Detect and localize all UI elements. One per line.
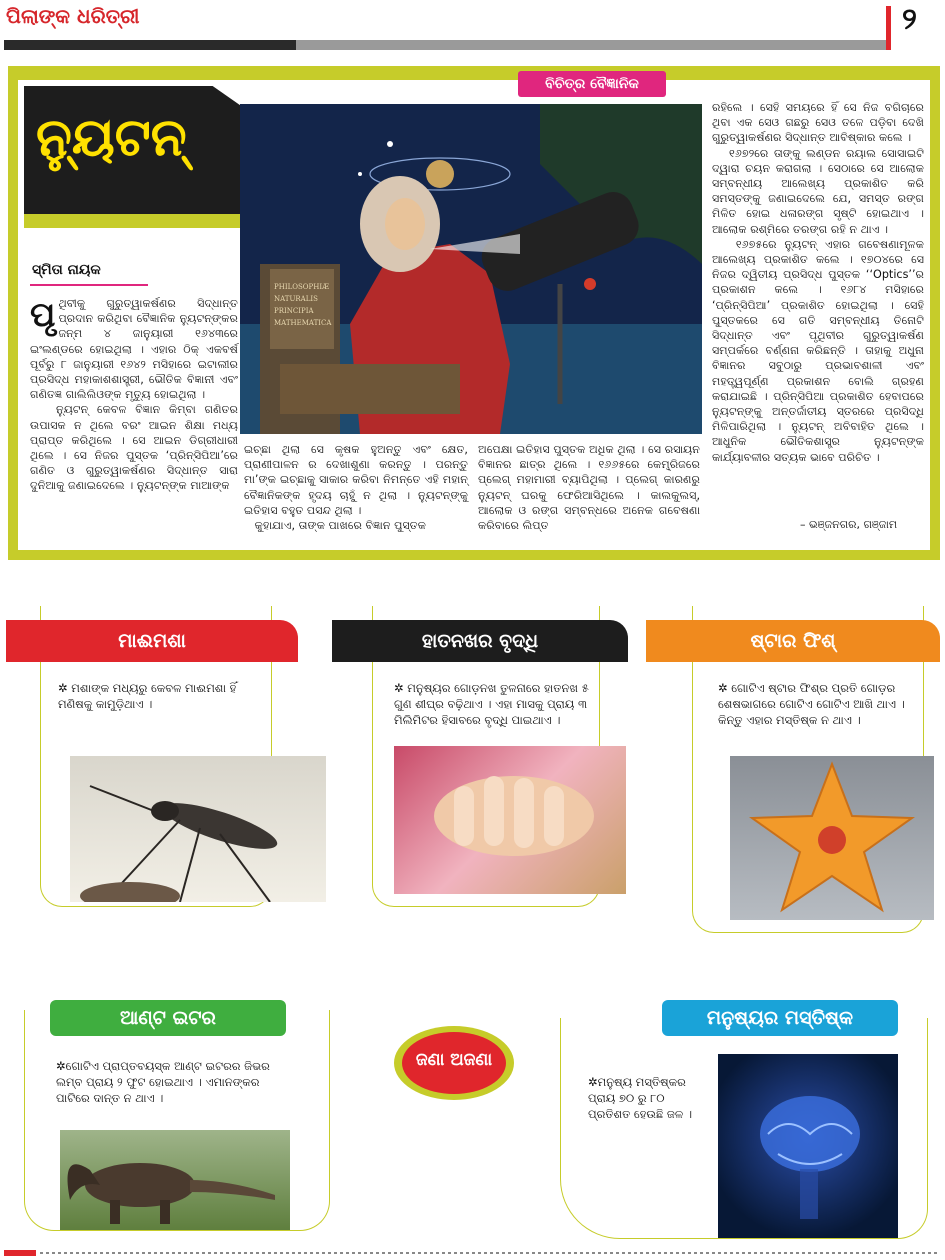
- anteater-icon: [60, 1130, 290, 1230]
- author-underline: [30, 284, 148, 286]
- newton-illustration: [240, 104, 702, 434]
- title-underbar: [24, 214, 244, 228]
- fact-text-anteater: ✲ଗୋଟିଏ ପ୍ରାପ୍ତବୟସ୍କ ଆଣ୍ଟ ଇଟରର ଜିଭର ଲମ୍ବ ପ୍ରାୟ ୨ ଫୁଟ ହୋଇଥାଏ । ଏମାନଙ୍କର ପାଟିରେ ଦାନ୍ତ ନ ଥାଏ ।: [56, 1059, 270, 1105]
- column-2-paragraph-1: ଇଚ୍ଛା ଥିଲା ସେ କୃଷକ ହୁଅନ୍ତୁ ଏବଂ କ୍ଷେତ, ପ୍ରାଣୀପାଳନ ର ଦେଖାଶୁଣା କରନ୍ତୁ । ପରନ୍ତୁ ମା’ଙ୍କ ଇଚ୍ଛାକୁ ସାକାର କରିବା ନିମନ୍ତେ ଏହି ମହାନ୍ ବୈଜ୍ଞାନିକଙ୍କ ହୃଦୟ ଚାହୁଁ ନ ଥିଲା । ନ୍ୟୁଟନ୍‌ଙ୍କୁ ଇତିହାସ ବହୁତ ପସନ୍ଦ ଥିଲା ।: [244, 443, 468, 517]
- hands-icon: [394, 746, 626, 894]
- mosquito-icon: [70, 756, 326, 902]
- column-4-paragraph-2: ୧୬୭୨ରେ ତାଙ୍କୁ ଲଣ୍ଡନ ରୟାଲ ସୋସାଇଟି ଦ୍ୱାରା ଚୟନ କରାଗଲା । ସେଠାରେ ସେ ଆଲୋକ ସମ୍ବନ୍ଧୀୟ ଆଲେଖ୍ୟ ପ୍ରକାଶିତ କରି ସମସ୍ତଙ୍କୁ ଜଣାଇଦେଲେ ଯେ, ସମସ୍ତ ରଙ୍ଗ ମିଳିତ ହୋଇ ଧଳାରଙ୍ଗ ସୃଷ୍ଟି ହୋଇଥାଏ । ଆଲୋକ ରଶ୍ମିରେ ତରଙ୍ଗ ରହି ନ ଥାଏ ।: [712, 146, 925, 236]
- book-spine-line-4: MATHEMATICA: [274, 319, 332, 327]
- center-badge-text: ଜଣା ଅଜଣା: [415, 1050, 493, 1070]
- book-spine-line-3: PRINCIPIA: [274, 307, 314, 315]
- drop-cap: ପୃ: [30, 295, 56, 335]
- fact-text-starfish: ✲ ଗୋଟିଏ ଷ୍ଟାର ଫିଶ୍‌ର ପ୍ରତି ଗୋଡ଼ର ଶେଷଭାଗରେ ଗୋଟିଏ ଗୋଟିଏ ଆଖି ଥାଏ । କିନ୍ତୁ ଏହାର ମସ୍ତିଷ୍କ ନ ଥାଏ ।: [718, 681, 905, 727]
- newton-illustration-art: [240, 104, 702, 434]
- article-column-4: [712, 100, 924, 514]
- fact-text-brain: ✲ମନୁଷ୍ୟ ମସ୍ତିଷ୍କର ପ୍ରାୟ ୭୦ ରୁ ୮୦ ପ୍ରତିଶତ ହେଉଛି ଜଳ ।: [588, 1075, 693, 1121]
- footer-rule: [40, 1252, 940, 1254]
- fact-title-brain: ମନୁଷ୍ୟର ମସ୍ତିଷ୍କ: [662, 1000, 898, 1036]
- large-book: [280, 364, 460, 414]
- star-icon: [358, 172, 362, 176]
- masthead: [6, 4, 156, 38]
- header-bar-grey: [296, 40, 888, 50]
- book-spine: [270, 269, 334, 349]
- page-number: ୨: [902, 2, 917, 37]
- column-2-paragraph-2: କୁହାଯାଏ, ତାଙ୍କ ପାଖରେ ବିଜ୍ଞାନ ପୁସ୍ତକ: [254, 519, 427, 533]
- header-accent: [886, 6, 891, 50]
- footer-accent: [4, 1250, 36, 1256]
- fact-title-anteater: ଆଣ୍ଟ ଇଟର: [50, 1000, 286, 1036]
- face: [385, 198, 425, 250]
- column-1-paragraph-1: ଥିବୀକୁ ଗୁରୁତ୍ୱାକର୍ଷଣର ସିଦ୍ଧାନ୍ତ ପ୍ରଦାନ କରିଥିବା ବୈଜ୍ଞାନିକ ନ୍ୟୁଟନ୍‌ଙ୍କର ଜନ୍ମ ୪ ଜାନୁୟାରୀ ୧୬୪୩ରେ ଇଂଲଣ୍ଡରେ ହୋଇଥିଲା । ଏହାର ଠିକ୍ ଏକବର୍ଷ ପୂର୍ବରୁ ୮ ଜାନୁୟାରୀ ୧୬୪୨ ମସିହାରେ ଇଟାଲୀର ପ୍ରସିଦ୍ଧ ମହାକାଶଶାସ୍ତ୍ରୀ, ଭୌତିକ ବିଜ୍ଞାନୀ ଏବଂ ଗଣିତଜ୍ଞ ଗାଲିଲିଓଙ୍କ ମୃତ୍ୟୁ ହୋଇଥିଲା ।: [30, 297, 238, 402]
- fact-title-mosquito: ମାଈମଶା: [6, 620, 298, 662]
- section-tag: ବିଚିତ୍ର ବୈଜ୍ଞାନିକ: [518, 71, 666, 97]
- column-1-paragraph-2: ନ୍ୟୁଟନ୍ କେବଳ ବିଜ୍ଞାନ କିମ୍ବା ଗଣିତର ଉପାସକ ନ ଥିଲେ ବରଂ ଆଇନ ଶିକ୍ଷା ମଧ୍ୟ ପ୍ରାପ୍ତ କରିଥିଲେ । ସେ ଆଇନ ଡିଗ୍ରୀଧାରୀ ଥିଲେ । ସେ ନିଜର ପୁସ୍ତକ ‘ପ୍ରିନ୍ସିପିଆ’ରେ ଗଣିତ ଓ ଗୁରୁତ୍ୱାକର୍ଷଣର ସିଦ୍ଧାନ୍ତ ସାରା ଦୁନିଆକୁ ଜଣାଇଦେଲେ । ନ୍ୟୁଟନ୍‌ଙ୍କ ମାଆଙ୍କ: [30, 403, 238, 493]
- starfish-photo: [730, 756, 934, 920]
- brain-icon: [718, 1054, 898, 1238]
- starfish-icon: [730, 756, 934, 920]
- planet-icon: [426, 160, 454, 188]
- article-column-3: [478, 442, 700, 538]
- masthead-title: ପିଲାଙ୍କ ଧରିତ୍ରୀ: [6, 4, 140, 28]
- header-bar-dark: [4, 40, 296, 50]
- article-column-1: [30, 296, 238, 534]
- fact-title-nails: ହାତନଖର ବୃଦ୍ଧି: [332, 620, 628, 662]
- fact-title-starfish: ଷ୍ଟାର ଫିଶ୍: [646, 620, 940, 662]
- article-column-2: [244, 442, 468, 538]
- feature-title: ନ୍ୟୁଟନ୍: [36, 108, 187, 168]
- star-icon: [387, 141, 393, 147]
- book-spine-line-2: NATURALIS: [274, 295, 318, 303]
- fact-text-nails: ✲ ମନୁଷ୍ୟର ଗୋଡ଼ନଖ ତୁଳନାରେ ହାତନଖ ୫ ଗୁଣ ଶୀଘ୍ର ବଢ଼ିଥାଏ । ଏହା ମାସକୁ ପ୍ରାୟ ୩ ମିଲିମିଟର ହିସାବରେ ବୃଦ୍ଧି ପାଇଥାଏ ।: [394, 681, 589, 727]
- hands-photo: [394, 746, 626, 894]
- book-spine-line-1: PHILOSOPHIÆ: [274, 283, 330, 291]
- mosquito-photo: [70, 756, 326, 902]
- column-4-paragraph-1: ରହିଲେ । ସେହି ସମୟରେ ହିଁ ସେ ନିଜ ବଗିଚାରେ ଥିବା ଏକ ସେଓ ଗଛରୁ ସେଓ ତଳେ ପଡ଼ିବା ଦେଖି ଗୁରୁତ୍ୱାକର୍ଷଣର ସିଦ୍ଧାନ୍ତ ଆବିଷ୍କାର କଲେ ।: [712, 101, 924, 145]
- fact-text-mosquito: ✲ ମଶାଙ୍କ ମଧ୍ୟରୁ କେବଳ ମାଈମଶା ହିଁ ମଣିଷକୁ କାମୁଡ଼ିଥାଏ ।: [58, 681, 237, 711]
- column-4-paragraph-3: ୧୬୭୫ରେ ନ୍ୟୁଟନ୍ ଏହାର ଗବେଷଣାମୂଳକ ଆଲେଖ୍ୟ ପ୍ରକାଶିତ କଲେ । ୧୭୦୪ରେ ସେ ନିଜର ଦ୍ୱିତୀୟ ପ୍ରସିଦ୍ଧ ପୁସ୍ତକ ‘‘Optics’’ର ପ୍ରକାଶନ କଲେ । ୧୬୮୪ ମସିହାରେ ‘ପ୍ରିନ୍ସିପିଆ’ ପ୍ରକାଶିତ ହୋଇଥିଲା । ସେହି ପୁସ୍ତକରେ ସେ ଗତି ସମ୍ବନ୍ଧୀୟ ତିନୋଟି ସିଦ୍ଧାନ୍ତ ଏବଂ ପୃଥିବୀର ଗୁରୁତ୍ୱାକର୍ଷଣ ସମ୍ପର୍କରେ ବର୍ଣ୍ଣନା କରିଛନ୍ତି । ତାହାକୁ ଅଧୁନା ବିଜ୍ଞାନର ସବୁଠାରୁ ପ୍ରଭାବଶାଳୀ ଏବଂ ମହତ୍ତ୍ୱପୂର୍ଣ୍ଣ ପ୍ରକାଶନ ବୋଲି ଗ୍ରହଣ କରାଯାଇଛି । ପ୍ରିନ୍ସିପିଆ ପ୍ରକାଶିତ ହେବାପରେ ନ୍ୟୁଟନ୍‌ଙ୍କୁ ଅନ୍ତର୍ଜାତୀୟ ସ୍ତରରେ ପ୍ରସିଦ୍ଧି ମିଳିପାରିଥିଲା । ନ୍ୟୁଟନ୍ ଅବିବାହିତ ଥିଲେ । ଆଧୁନିକ ଭୌତିକଶାସ୍ତ୍ର ନ୍ୟୁଟନ୍‌ଙ୍କ କାର୍ଯ୍ୟାବଳୀର ସତ୍ୟକ ଭାବେ ପରିଚିତ ।: [712, 237, 925, 464]
- byline: – ଭଞ୍ଜନଗର, ଗଞ୍ଜାମ: [800, 518, 898, 531]
- anteater-photo: [60, 1130, 290, 1230]
- column-3-paragraph: ଅପେକ୍ଷା ଇତିହାସ ପୁସ୍ତକ ଅଧିକ ଥିଲା । ସେ ରସାୟନ ବିଜ୍ଞାନର ଛାତ୍ର ଥିଲେ । ୧୬୬୫ରେ କେମ୍ବ୍ରିଜରେ ପ୍ଲେଗ୍ ମହାମାରୀ ବ୍ୟାପିଥିଲା । ପ୍ଲେଗ୍ କାରଣରୁ ନ୍ୟୁଟନ୍ ଘରକୁ ଫେରିଆସିଥିଲେ । କାଲକୁଲସ୍, ଆଲୋକ ଓ ରଙ୍ଗ ସମ୍ବନ୍ଧରେ ଅନେକ ଗବେଷଣା କରିବାରେ ଲିପ୍ତ: [478, 443, 700, 533]
- brain-photo: [718, 1054, 898, 1238]
- apple-icon: [584, 278, 596, 290]
- author-name: ସ୍ମିତା ନାୟକ: [32, 262, 101, 278]
